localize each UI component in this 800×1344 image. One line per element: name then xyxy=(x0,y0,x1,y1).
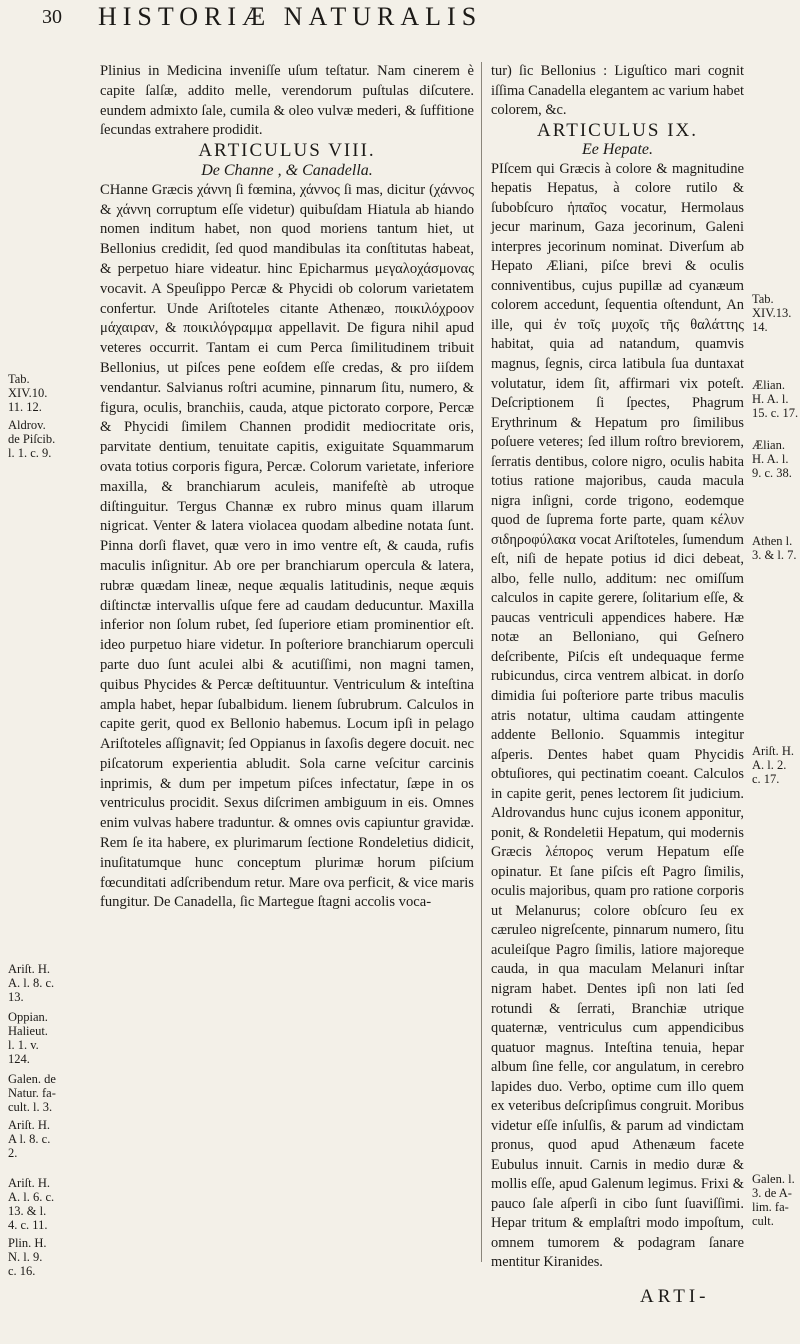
intro-paragraph: tur) ſic Bellonius : Liguſtico mari cognit iſſima Canadella elegantem ac varium habet colorem, &c. xyxy=(491,63,744,119)
margin-note: Ælian. H. A. l. 15. c. 17. xyxy=(752,378,799,420)
margin-note: Ariſt. H. A. l. 2. c. 17. xyxy=(752,744,795,786)
article-subheading: Ee Hepate. xyxy=(581,141,654,159)
intro-paragraph: Plinius in Medicina inveniſſe uſum teſtatur. Nam cinerem è capite ſalſæ, addito melle, verendorum puſtulas diſcutere. eundem admixto ſale, cumila & oleo vulvæ mederi, & ſuffitione ſecundas extrahere prodidit. xyxy=(100,63,474,139)
margin-note: Ælian. H. A. l. 9. c. 38. xyxy=(752,438,792,480)
margin-note: Ariſt. H. A l. 8. c. 2. xyxy=(8,1118,51,1160)
body-paragraph: CHanne Græcis χάννη ſi fœmina, χάννος ſi mas, dicitur (χάννος & χάννη corruptum eſſe videtur) quibuſdam Hiatula ab hiando nomen inditum habet, non quod moriens tantum hiet, ut Bellonius credidit, ſed quod mandibulas ita conſtitutas habeat, & perpetuo hiare videatur. hinc Epicharmus μεγαλοχάσμονας vocavit. A Speuſippo Percæ & Phycidi ob colorum varietatem confertur. Unde Ariſtoteles citante Athenæo, ποικιλόχροον μάχαιραν, & ποικιλόγραμμα appellavit. De figura nihil apud veteres occurrit. Tantam ei cum Perca ſimilitudinem tribuit Bellonius, ut piſces pene eoſdem eſſe credas, & pro iiſdem vendantur. Salvianus roſtri acumine, pinnarum ſitu, numero, & figura, oculis, branchiis, cauda, atque pictorato corpore, Percæ & Phycidi ſimilem Channen prodidit mediocritate oris, parvitate dentium, tenuitate capitis, exiguitate Squammarum ovata totius corporis figura, Percæ. Colorum varietate, inferiore maxilla, & branchiarum aculeis, manifeſtè ab utroque diſtinguitur. Tergus Channæ ex rubro minus quam illarum nigricat. Venter & latera violacea quodam albedine notata ſunt. Pinna dorſi flavet, quæ vero in imo ventre eſt, & cauda, rufis maculis inſignitur. Ab ore per branchiarum opercula & latera, rubræ quædam lineæ, neque æqualis latitudinis, neque æquis diſtinctæ intervallis uſque fere ad caudam deducuntur. Maxilla inferior non ſolum rubet, ſed ſuperiore etiam prominentior eſt. ideo purpetuo hiare videtur. In poſteriore branchiarum operculi parte duo ſunt aculei albi & acutiſſimi, non magni tamen, quibus Phycides & Percæ deſtituuntur. Ventriculum & inteſtina ampla habet, hepar ſubalbidum. lienem ſubrubrum. Calculos in capite gerit, quod ex Bellonio habemus. Locum ipſi in pelago Ariſtoteles aſſignavit; ſed Oppianus in ſaxoſis degere docuit. nec piſcatorum experientia abludit. Sola carne veſcitur carcinis inprimis, & dum per impetum piſces infectatur, ſæpe in os ventriculus procidit. Sexus diſcrimen ambiguum in eis. Omnes enim vulvas habere traduntur. & omnes ovis capiuntur gravidæ. Rem ſe ita habere, ex plurimarum ſectione Rondeletius didicit, inuſitatumque hunc conceptum plurimæ horum piſcium fœcunditati adſcribendum retur. Mare ova perficit, & vice maris fungitur. De Canadella, ſic Martegue ſtagni accolis voca- xyxy=(100,181,474,911)
article-heading: ARTICULUS VIII. xyxy=(198,140,376,162)
body-paragraph: PIſcem qui Græcis à colore & magnitudine hepatis Hepatus, à colore rutilo & ſubobſcuro ἡπαῖος vocatur, Hermolaus jecur marinum, Gaza jecorinum, Galeni interpres jecorinum nominat. Diverſum ab Hepato Æliani, piſce brevi & oculis conniventibus, cujus pupillæ ad cyanæum colorem accedunt, ſequentia oſtendunt, An ille, qui ἐν τοῖς μυχοῖς τῆς θαλάττης habitat, quia ad natandum, quamvis magnus, ſegnis, circa latibula ſua duntaxat volutatur, idem ſit, affirmari vix poteſt. Deſcriptionem ſi ſpectes, Phagrum Erythrinum & Hepatum pro ſimilibus poſuere veteres; ſed illum roſtro breviorem, ſerratis dentibus, colore nigro, oculis habita totius ratione majoribus, cauda macula nigra inſigni, corde trigono, eodemque quod de ſuprema forte parte, quam κέλυν σιδηροφύλακα vocat Ariſtoteles, ſumendum eſt, niſi de hepate potius id dici debeat, albo, felle nullo, additum: nec omiſſum calculos in capite gerere, ſolitarium eſſe, & paucas ventriculi appendices habere. Hæ notæ an Bellonianο, qui Geſnero deſcribente, Piſcis eſt undequaque ferme rubicundus, circa ventrem albicat. in dorſo dimidia ſui poſteriore parte tribus maculis atris notatur, ultima caudam attingente addente Bellonio. Squammis integitur aſperis. Dentes habet quam Phycidis obtuſiores, qui pectinatim coeant. Calculos in capite gerit, penes lectorem ſit judicium. Aldrovandus hunc cujus iconem apponitur, ponit, & Rondeletii Hepatum, qui modernis Græcis λέπορος verum Hepatum eſſe opinatur. Et ſane piſcis eſt Pagro ſimilis, oculis majoribus, quam pro ratione corporis ut Melanurus; colore obſcuro ſeu ex cæruleo nigreſcente, pinnarum numero, ſitu aculeiſque Pagro ſimilis, latiore majoreque cauda, in qua maculam Melanuri inſtar nigram habet. Dentes ipſi non lati ſed rotundi & ſerrati, Branchiæ utrique quaternæ, ventriculus cum appendicibus quatuor magnus. Inteſtina tenuia, hepar album ſine felle, cor angulatum, in cerebro lapides duo. Verbo, optime cum illo quem ex veteribus deſcripſimus congruit. Moribus videtur eſſe inſulſis, & parum ad vindictam pronus, quod apud Athenæum facete Eubulus innuit. Carnis in medio duræ & mollis eſſe, apud Galenum legimus. Frixi & pauco ſale aſperſi in cibo ſunt ſuaviſſimi. Hepar tritum & emplaſtri modo impoſtum, omnem tumorem & podagram ſanare mentitur Kiranides. xyxy=(491,160,744,1271)
margin-note: Tab. XIV.13. 14. xyxy=(752,292,792,334)
margin-note: Ariſt. H. A. l. 8. c. 13. xyxy=(8,962,55,1004)
margin-note: Athen l. 3. & l. 7. xyxy=(752,534,797,562)
margin-note: Galen. de Natur. fa- cult. l. 3. xyxy=(8,1072,56,1114)
catchword: ARTI- xyxy=(640,1286,710,1307)
left-column xyxy=(100,62,474,913)
right-column xyxy=(491,62,744,1273)
page-number: 30 xyxy=(42,6,62,28)
article-subheading: De Channe , & Canadella. xyxy=(201,161,373,179)
margin-note: Galen. l. 3. de A- lim. fa- cult. xyxy=(752,1172,795,1228)
margin-note: Plin. H. N. l. 9. c. 16. xyxy=(8,1236,47,1278)
article-heading: ARTICULUS IX. xyxy=(536,119,699,141)
margin-note: Ariſt. H. A. l. 6. c. 13. & l. 4. c. 11. xyxy=(8,1176,55,1232)
margin-note: Aldrov. de Piſcib. l. 1. c. 9. xyxy=(8,418,56,460)
column-divider xyxy=(481,62,482,1262)
margin-note: Oppian. Halieut. l. 1. v. 124. xyxy=(8,1010,48,1066)
running-title: HISTORIÆ NATURALIS xyxy=(98,2,483,31)
margin-note: Tab. XIV.10. 11. 12. xyxy=(8,372,48,414)
